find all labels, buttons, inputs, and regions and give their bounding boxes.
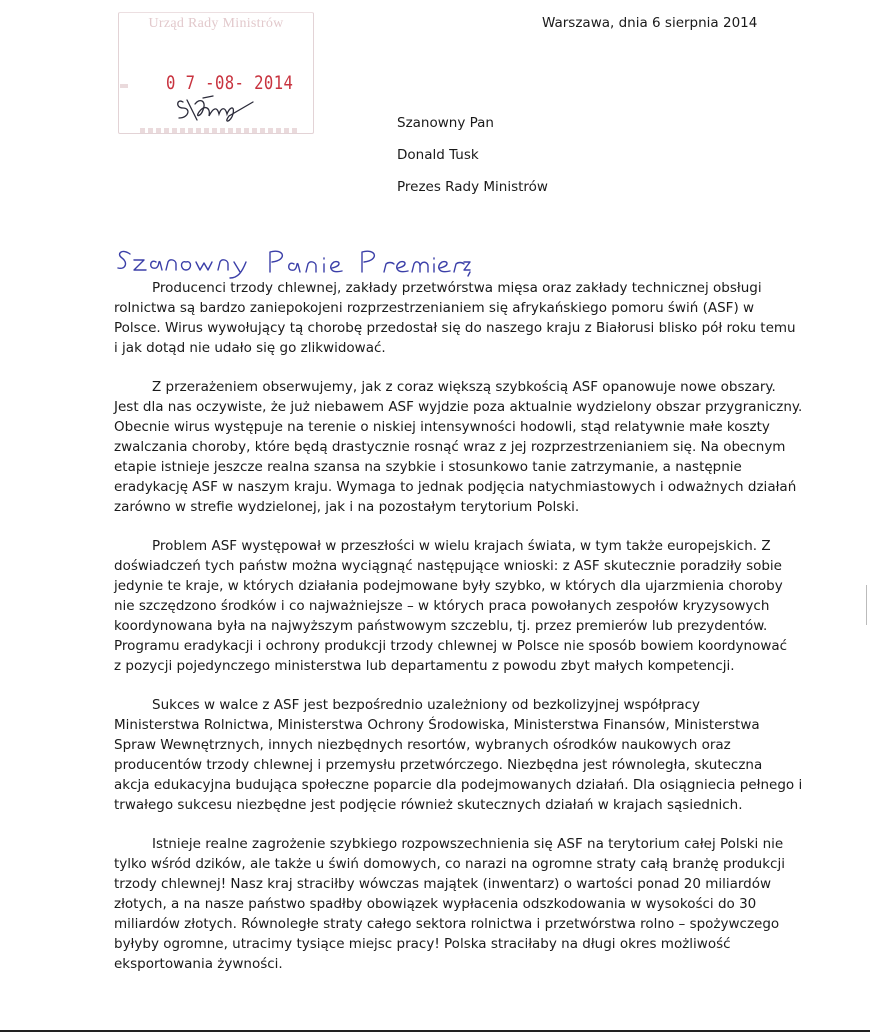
paragraph-line: Obecnie wirus występuje na terenie o niskiej intensywności hodowli, stąd relatywnie małe koszty bbox=[114, 419, 770, 435]
paragraph-line: Problem ASF występował w przeszłości w wielu krajach świata, w tym także europejskich. Z bbox=[152, 538, 771, 554]
paragraph-line: Spraw Wewnętrznych, innych niezbędnych resortów, wybranych ośrodków naukowych oraz bbox=[114, 737, 731, 753]
paragraph-line: trwałego sukcesu niezbędne jest podjęcie również skutecznych działań w krajach sąsiednich. bbox=[114, 797, 743, 813]
recipient-title: Prezes Rady Ministrów bbox=[397, 179, 548, 195]
stamp-office-text: Urząd Rady Ministrów bbox=[148, 16, 284, 31]
paragraph-1 bbox=[114, 278, 796, 358]
paragraph-line: Jest dla nas oczywiste, że już niebawem ASF wyjdzie poza aktualnie wydzielony obszar przygraniczny. bbox=[114, 399, 803, 415]
recipient-salutation: Szanowny Pan bbox=[397, 115, 494, 131]
paragraph-line: doświadczeń tych państw można wyciągnąć następujące wnioski: z ASF skutecznie poradziły sobie bbox=[114, 558, 782, 574]
paragraph-4 bbox=[114, 695, 803, 815]
place-and-date: Warszawa, dnia 6 sierpnia 2014 bbox=[542, 15, 758, 31]
paragraph-line: z pozycji pojedynczego ministerstwa lub departamentu z powodu zbyt małych kompetencji. bbox=[114, 658, 735, 674]
paragraph-line: zwalczania choroby, które będą drastycznie rosnąć wraz z jej rozprzestrzenianiem się. Na obecnym bbox=[114, 439, 786, 455]
paragraph-line: producentów trzody chlewnej i przemysłu przetwórczego. Niezbędna jest równoległa, skuteczna bbox=[114, 757, 763, 773]
handwritten-salutation-icon bbox=[112, 238, 472, 280]
paragraph-3 bbox=[114, 536, 788, 676]
paragraph-line: byłyby ogromne, utracimy tysiące miejsc pracy! Polska straciłaby na długi okres możliwość bbox=[114, 936, 731, 952]
paragraph-line: etapie istnieje jeszcze realna szansa na szybkie i stosunkowo tanie zatrzymanie, a następnie bbox=[114, 459, 742, 475]
paragraph-line: Ministerstwa Rolnictwa, Ministerstwa Ochrony Środowiska, Ministerstwa Finansów, Ministerstwa bbox=[114, 717, 760, 733]
stamp-side-mark bbox=[120, 84, 128, 88]
scan-edge-mark bbox=[866, 585, 867, 625]
recipient-name: Donald Tusk bbox=[397, 147, 479, 163]
paragraph-line: tylko wśród dzików, ale także u świń domowych, co narazi na ogromne straty całą branżę produkcji bbox=[114, 856, 785, 872]
paragraph-line: i jak dotąd nie udało się go zlikwidować. bbox=[114, 340, 386, 356]
paragraph-line: nie szczędzono środków i co najważniejsze – w których praca powołanych zespołów kryzysowych bbox=[114, 598, 770, 614]
paragraph-line: Polsce. Wirus wywołujący tą chorobę przedostał się do naszego kraju z Białorusi blisko pół roku temu bbox=[114, 320, 796, 336]
paragraph-2 bbox=[114, 377, 803, 517]
paragraph-line: rolnictwa są bardzo zaniepokojeni rozprzestrzenianiem się afrykańskiego pomoru świń (ASF) w bbox=[114, 300, 755, 316]
paragraph-line: trzody chlewnej! Nasz kraj straciłby wówczas majątek (inwentarz) o wartości ponad 20 miliardów bbox=[114, 876, 772, 892]
paragraph-line: Sukces w walce z ASF jest bezpośrednio uzależniony od bezkolizyjnej współpracy bbox=[152, 697, 701, 713]
paragraph-line: koordynowana była na najwyższym państwowym szczeblu, tj. przez premierów lub prezydentów. bbox=[114, 618, 768, 634]
paragraph-line: jedynie te kraje, w których działania podejmowane były szybko, w których dla ujarzmienia choroby bbox=[114, 578, 783, 594]
receipt-stamp bbox=[118, 2, 314, 134]
paragraph-line: eradykację ASF w naszym kraju. Wymaga to jednak podjęcia natychmiastowych i odważnych działań bbox=[114, 479, 797, 495]
paragraph-line: Z przerażeniem obserwujemy, jak z coraz większą szybkością ASF opanowuje nowe obszary. bbox=[152, 379, 776, 395]
paragraph-line: akcja edukacyjna budująca społeczne poparcie dla podejmowanych działań. Dla osiągniecia pełnego i bbox=[114, 777, 803, 793]
paragraph-5 bbox=[114, 834, 785, 974]
stamp-bottom-text bbox=[140, 128, 300, 133]
handwritten-signature-icon bbox=[173, 94, 283, 124]
paragraph-line: Producenci trzody chlewnej, zakłady przetwórstwa mięsa oraz zakłady technicznej obsługi bbox=[152, 280, 762, 296]
paragraph-line: eksportowania żywności. bbox=[114, 956, 283, 972]
paragraph-line: złotych, a na nasze państwo spadłby obowiązek wypłacenia odszkodowania w wysokości do 30 bbox=[114, 896, 757, 912]
paragraph-line: zarówno w strefie wydzielonej, jak i na pozostałym terytorium Polski. bbox=[114, 499, 580, 515]
paragraph-line: miliardów złotych. Równoległe straty całego sektora rolnictwa i przetwórstwa rolno – spożywczego bbox=[114, 916, 780, 932]
paragraph-line: Programu eradykacji i ochrony produkcji trzody chlewnej w Polsce nie sposób bowiem koordynować bbox=[114, 638, 788, 654]
stamp-date: 0 7 -08- 2014 bbox=[166, 72, 294, 94]
paragraph-line: Istnieje realne zagrożenie szybkiego rozpowszechnienia się ASF na terytorium całej Polski nie bbox=[152, 836, 784, 852]
page-bottom-edge bbox=[0, 1030, 870, 1032]
